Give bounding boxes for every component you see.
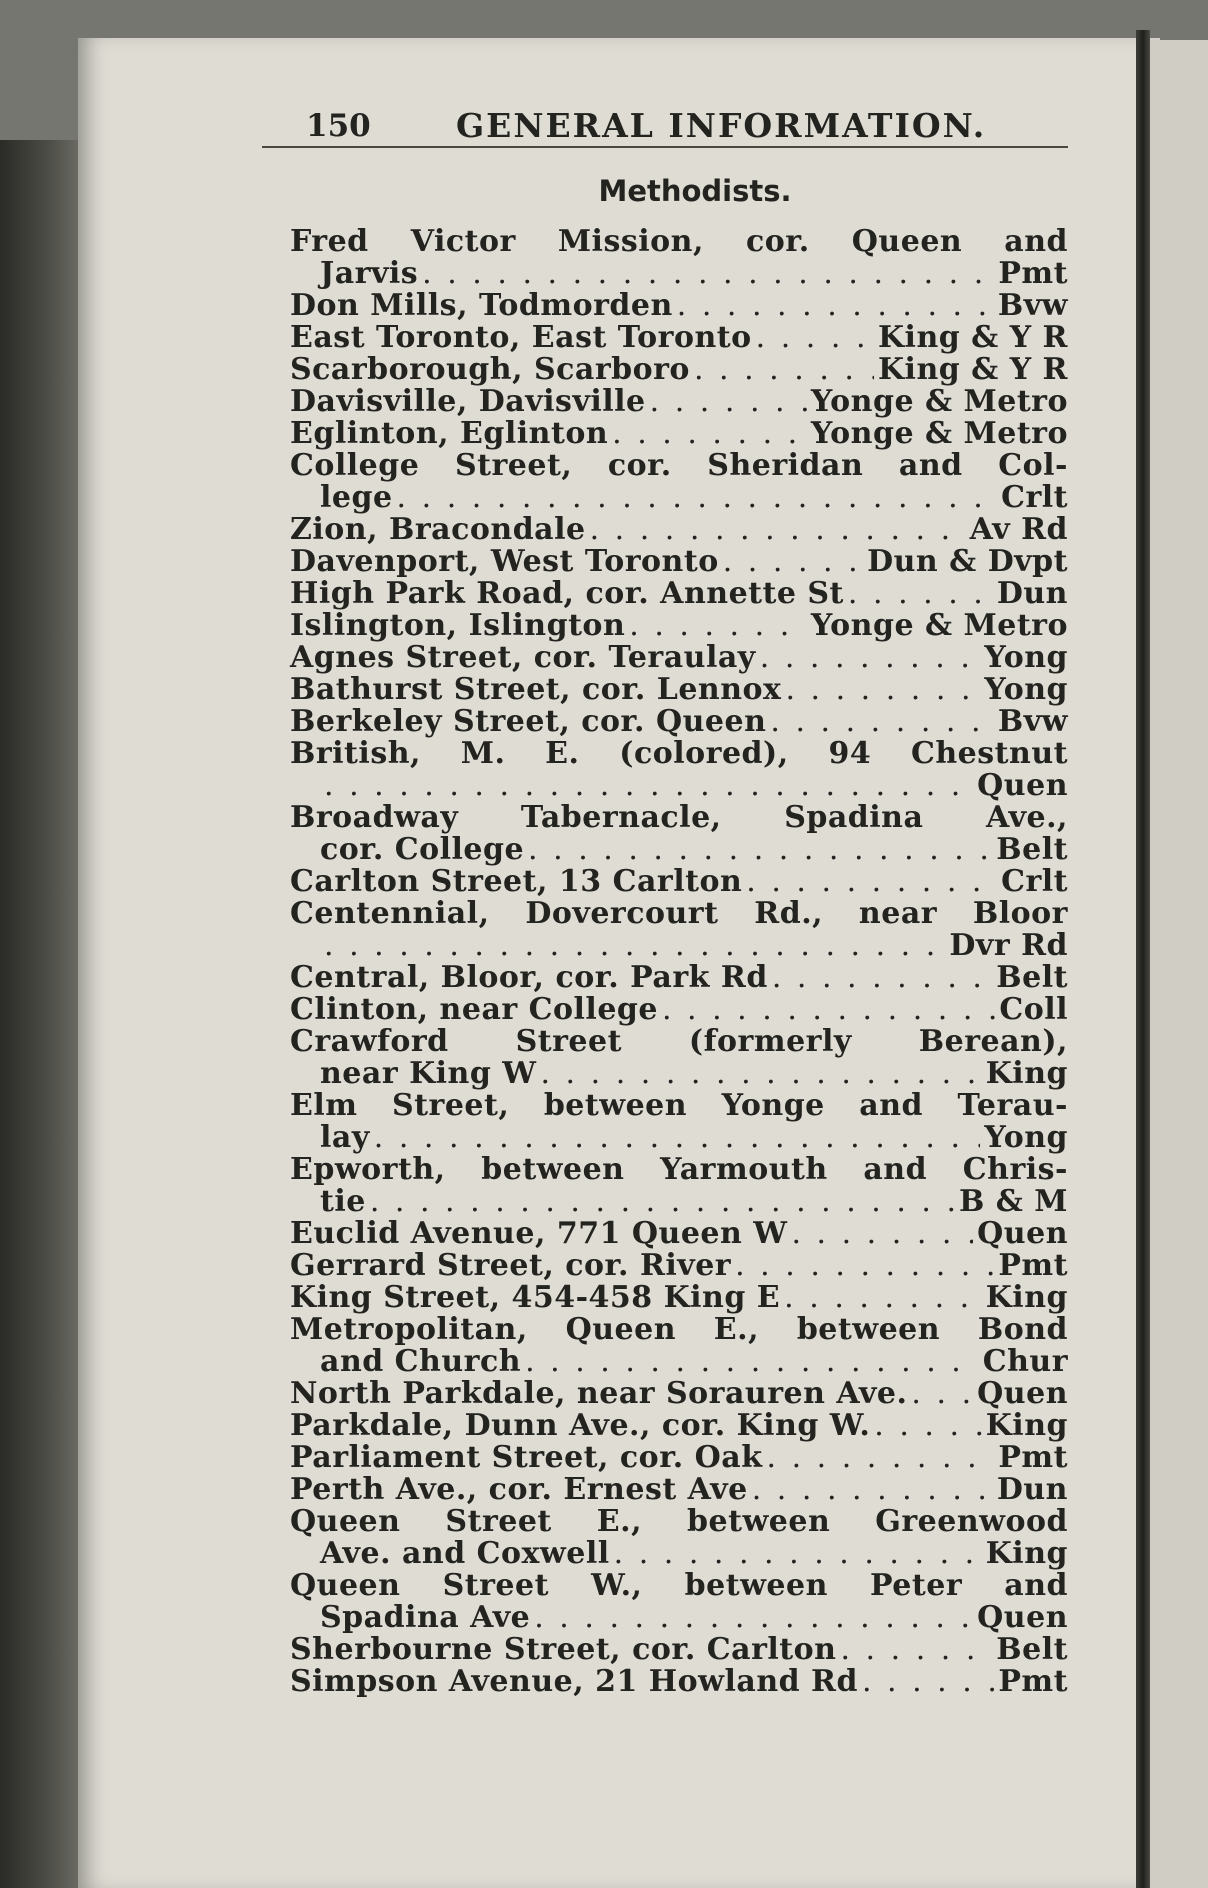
list-item (290, 578, 1068, 610)
location-abbreviation: Pmt (998, 256, 1068, 291)
location-abbreviation: Pmt (998, 1440, 1068, 1475)
dot-leader (785, 674, 980, 706)
list-item (290, 1346, 1068, 1378)
dot-leader (397, 482, 998, 514)
list-item (290, 546, 1068, 578)
location-abbreviation: Yonge & Metro (810, 608, 1068, 643)
entry-name: Elm Street, between Yonge and Terau- (290, 1088, 1068, 1123)
entry-name-continued: Jarvis (320, 256, 419, 291)
dot-leader (650, 386, 807, 418)
list-item (290, 1122, 1068, 1154)
list-item (290, 1666, 1068, 1698)
book-gutter (1136, 30, 1150, 1888)
dot-leader (735, 1250, 994, 1282)
entry-name: College Street, cor. Sheridan and Col- (290, 448, 1068, 483)
location-abbreviation: King & Y R (877, 352, 1068, 387)
entry-name: Berkeley Street, cor. Queen (290, 704, 767, 739)
list-item (290, 642, 1068, 674)
dot-leader (324, 930, 945, 962)
list-item-line (290, 898, 1068, 930)
location-abbreviation: King (985, 1280, 1068, 1315)
list-item (290, 322, 1068, 354)
entry-name: Davisville, Davisville (290, 384, 646, 419)
list-item (290, 866, 1068, 898)
dot-leader (614, 1538, 982, 1570)
list-item (290, 290, 1068, 322)
dot-leader (662, 994, 995, 1026)
entry-name-continued: lege (320, 480, 393, 515)
entry-name: Crawford Street (formerly Berean), (290, 1024, 1068, 1059)
entry-name: North Parkdale, near Sorauren Ave. (290, 1376, 908, 1411)
entry-name: British, M. E. (colored), 94 Chestnut (290, 736, 1068, 771)
entry-name: Scarborough, Scarboro (290, 352, 690, 387)
entry-name: Euclid Avenue, 771 Queen W (290, 1216, 788, 1251)
list-item (290, 514, 1068, 546)
list-item-line (290, 1506, 1068, 1538)
dot-leader (760, 642, 981, 674)
location-abbreviation: Dun (996, 576, 1068, 611)
list-item (290, 834, 1068, 866)
entry-name: Agnes Street, cor. Teraulay (290, 640, 756, 675)
entry-name: Parliament Street, cor. Oak (290, 1440, 763, 1475)
location-abbreviation: Yong (984, 1120, 1068, 1155)
list-item (290, 258, 1068, 290)
entry-name: Islington, Islington (290, 608, 626, 643)
facing-page-edge (1150, 40, 1208, 1888)
dot-leader (629, 610, 807, 642)
location-abbreviation: Dun & Dvpt (867, 544, 1068, 579)
location-abbreviation: Av Rd (969, 512, 1068, 547)
page-number: 150 (306, 108, 371, 144)
location-abbreviation: King (985, 1056, 1068, 1091)
dot-leader (422, 258, 994, 290)
location-abbreviation: Crlt (1001, 480, 1068, 515)
entry-name: High Park Road, cor. Annette St (290, 576, 844, 611)
location-abbreviation: Pmt (998, 1248, 1068, 1283)
dot-leader (612, 418, 807, 450)
dot-leader (370, 1186, 955, 1218)
location-abbreviation: Belt (996, 960, 1068, 995)
dot-leader (840, 1634, 992, 1666)
entry-name: Epworth, between Yarmouth and Chris- (290, 1152, 1068, 1187)
entry-name: Queen Street E., between Greenwood (290, 1504, 1068, 1539)
dot-leader (874, 1410, 981, 1442)
list-item (290, 770, 1068, 802)
entry-name: East Toronto, East Toronto (290, 320, 752, 355)
entry-name-continued: and Church (320, 1344, 522, 1379)
dot-leader (752, 1474, 993, 1506)
location-abbreviation: King & Y R (877, 320, 1068, 355)
location-abbreviation: Dvr Rd (949, 928, 1068, 963)
list-item-line (290, 802, 1068, 834)
location-abbreviation: King (985, 1536, 1068, 1571)
location-abbreviation: Coll (999, 992, 1068, 1027)
list-item (290, 1602, 1068, 1634)
list-item (290, 1474, 1068, 1506)
list-item-line (290, 1154, 1068, 1186)
entry-name-continued: near King W (320, 1056, 537, 1091)
entry-name: Centennial, Dovercourt Rd., near Bloor (290, 896, 1068, 931)
entry-name-continued: tie (320, 1184, 366, 1219)
entry-name-continued: Spadina Ave (320, 1600, 531, 1635)
entry-name: Simpson Avenue, 21 Howland Rd (290, 1664, 858, 1699)
location-abbreviation: Quen (977, 1600, 1068, 1635)
entry-name: Central, Bloor, cor. Park Rd (290, 960, 768, 995)
dot-leader (862, 1666, 994, 1698)
entry-name: Bathurst Street, cor. Lennox (290, 672, 782, 707)
list-item (290, 386, 1068, 418)
list-item-line (290, 738, 1068, 770)
list-item (290, 1058, 1068, 1090)
list-item (290, 610, 1068, 642)
entry-name: Fred Victor Mission, cor. Queen and (290, 224, 1068, 259)
list-item (290, 1218, 1068, 1250)
dot-leader (324, 770, 973, 802)
entry-name: Zion, Bracondale (290, 512, 586, 547)
dot-leader (746, 866, 997, 898)
entry-name: Gerrard Street, cor. River (290, 1248, 732, 1283)
entry-name: Don Mills, Todmorden (290, 288, 673, 323)
dot-leader (525, 1346, 979, 1378)
list-item-line (290, 1570, 1068, 1602)
dot-leader (784, 1282, 982, 1314)
location-abbreviation: Bvw (997, 288, 1068, 323)
list-item (290, 962, 1068, 994)
location-abbreviation: Yonge & Metro (810, 384, 1068, 419)
list-item-line (290, 450, 1068, 482)
dot-leader (534, 1602, 973, 1634)
list-item (290, 1442, 1068, 1474)
list-item-line (290, 1026, 1068, 1058)
list-item (290, 1186, 1068, 1218)
dot-leader (540, 1058, 981, 1090)
list-item (290, 418, 1068, 450)
location-abbreviation: B & M (958, 1184, 1068, 1219)
entry-name: Davenport, West Toronto (290, 544, 719, 579)
dot-leader (770, 706, 993, 738)
list-item (290, 482, 1068, 514)
location-abbreviation: Belt (996, 1632, 1068, 1667)
list-item (290, 354, 1068, 386)
location-abbreviation: Crlt (1001, 864, 1068, 899)
list-item (290, 1282, 1068, 1314)
page-content (262, 96, 1068, 1698)
dot-leader (694, 354, 874, 386)
running-title: GENERAL INFORMATION. (456, 106, 987, 145)
entry-name: Queen Street W., between Peter and (290, 1568, 1068, 1603)
section-title: Methodists. (598, 174, 792, 208)
location-abbreviation: King (985, 1408, 1068, 1443)
entry-name: Eglinton, Eglinton (290, 416, 609, 451)
list-item (290, 1634, 1068, 1666)
dot-leader (374, 1122, 981, 1154)
location-abbreviation: Dun (996, 1472, 1068, 1507)
list-item-line (290, 1314, 1068, 1346)
page-header (262, 96, 1068, 148)
dot-leader (767, 1442, 995, 1474)
entry-name-continued: lay (320, 1120, 370, 1155)
dot-leader (772, 962, 992, 994)
list-item (290, 1410, 1068, 1442)
list-item (290, 1378, 1068, 1410)
list-item (290, 1538, 1068, 1570)
location-abbreviation: Quen (977, 1376, 1068, 1411)
location-abbreviation: Belt (996, 832, 1068, 867)
location-abbreviation: Bvw (997, 704, 1068, 739)
location-abbreviation: Quen (977, 1216, 1068, 1251)
list-item (290, 1250, 1068, 1282)
dot-leader (590, 514, 966, 546)
entry-name: Parkdale, Dunn Ave., cor. King W. (290, 1408, 871, 1443)
list-item-line (290, 1090, 1068, 1122)
book-spine-shadow (0, 140, 80, 1888)
entry-name: Broadway Tabernacle, Spadina Ave., (290, 800, 1068, 835)
list-item (290, 930, 1068, 962)
church-list (290, 226, 1068, 1698)
list-item (290, 994, 1068, 1026)
entry-name-continued: Ave. and Coxwell (320, 1536, 610, 1571)
dot-leader (911, 1378, 973, 1410)
entry-name: Sherbourne Street, cor. Carlton (290, 1632, 837, 1667)
location-abbreviation: Yonge & Metro (810, 416, 1068, 451)
dot-leader (756, 322, 874, 354)
list-item (290, 674, 1068, 706)
dot-leader (677, 290, 994, 322)
entry-name: Carlton Street, 13 Carlton (290, 864, 743, 899)
list-item-line (290, 226, 1068, 258)
entry-name-continued: cor. College (320, 832, 525, 867)
entry-name: Clinton, near College (290, 992, 658, 1027)
dot-leader (848, 578, 993, 610)
entry-name: King Street, 454-458 King E (290, 1280, 781, 1315)
location-abbreviation: Pmt (998, 1664, 1068, 1699)
dot-leader (528, 834, 992, 866)
dot-leader (791, 1218, 973, 1250)
entry-name: Perth Ave., cor. Ernest Ave (290, 1472, 748, 1507)
location-abbreviation: Chur (982, 1344, 1068, 1379)
list-item (290, 706, 1068, 738)
entry-name: Metropolitan, Queen E., between Bond (290, 1312, 1068, 1347)
dot-leader (723, 546, 863, 578)
location-abbreviation: Yong (984, 640, 1068, 675)
location-abbreviation: Quen (977, 768, 1068, 803)
location-abbreviation: Yong (984, 672, 1068, 707)
